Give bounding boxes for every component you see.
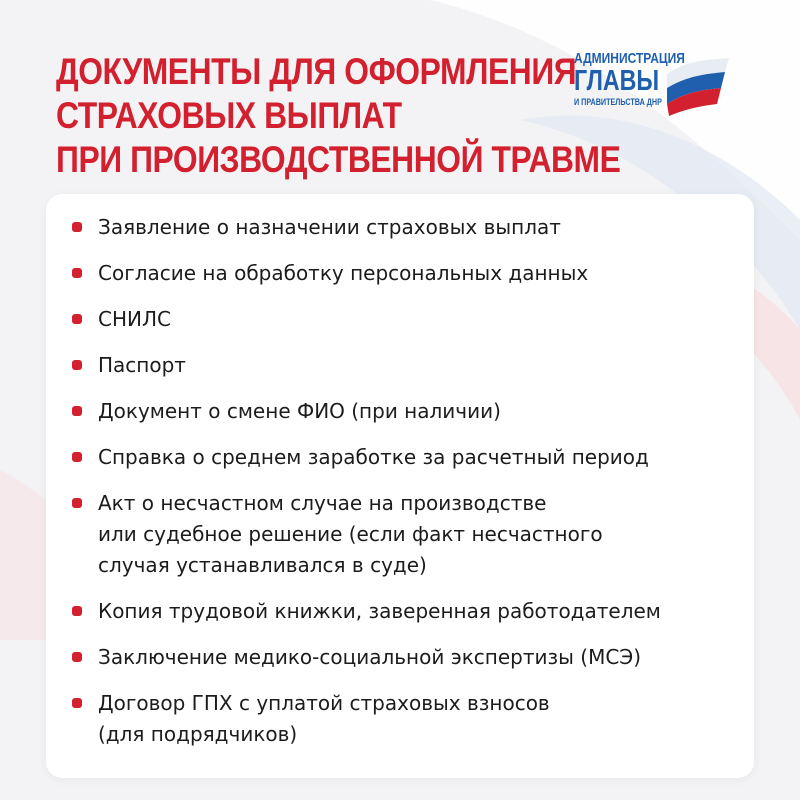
- documents-card: [46, 194, 754, 778]
- list-item-text: (для подрядчиков): [98, 722, 298, 746]
- bullet-icon: [72, 222, 82, 232]
- bullet-icon: [72, 314, 82, 324]
- list-item-text: Договор ГПХ с уплатой страховых взносов: [98, 691, 550, 715]
- bullet-icon: [72, 652, 82, 662]
- list-item: [46, 488, 754, 581]
- logo-line-3: И ПРАВИТЕЛЬСТВА ДНР: [574, 97, 662, 107]
- list-item: [46, 258, 754, 289]
- list-item-text: Заявление о назначении страховых выплат: [98, 215, 561, 239]
- logo-line-1: АДМИНИСТРАЦИЯ: [574, 50, 685, 67]
- list-item: [46, 642, 754, 673]
- list-item-text: Заключение медико-социальной экспертизы (МСЭ): [98, 645, 642, 669]
- list-item-text: Справка о среднем заработке за расчетный период: [98, 445, 649, 469]
- bullet-icon: [72, 452, 82, 462]
- list-item-text: случая устанавливался в суде): [98, 553, 427, 577]
- title-line-2: СТРАХОВЫХ ВЫПЛАТ: [56, 95, 402, 136]
- bullet-icon: [72, 268, 82, 278]
- documents-list: [46, 194, 754, 750]
- bullet-icon: [72, 406, 82, 416]
- bullet-icon: [72, 698, 82, 708]
- list-item: [46, 212, 754, 243]
- list-item-text: Документ о смене ФИО (при наличии): [98, 399, 501, 423]
- list-item-text: Согласие на обработку персональных данных: [98, 261, 589, 285]
- title-line-3: ПРИ ПРОИЗВОДСТВЕННОЙ ТРАВМЕ: [56, 139, 621, 180]
- logo-line-2: ГЛАВЫ: [574, 65, 660, 97]
- list-item: [46, 442, 754, 473]
- bullet-icon: [72, 498, 82, 508]
- list-item-text: Копия трудовой книжки, заверенная работодателем: [98, 599, 661, 623]
- list-item: [46, 596, 754, 627]
- bullet-icon: [72, 606, 82, 616]
- list-item-text: или судебное решение (если факт несчастного: [98, 522, 603, 546]
- list-item: [46, 396, 754, 427]
- list-item-text: Акт о несчастном случае на производстве: [98, 491, 547, 515]
- page-title: [56, 50, 620, 182]
- list-item: [46, 304, 754, 335]
- list-item: [46, 688, 754, 750]
- list-item: [46, 350, 754, 381]
- list-item-text: СНИЛС: [98, 307, 171, 331]
- title-line-1: ДОКУМЕНТЫ ДЛЯ ОФОРМЛЕНИЯ: [56, 51, 577, 92]
- list-item-text: Паспорт: [98, 353, 186, 377]
- administration-logo: [568, 50, 738, 120]
- logo-text: [574, 50, 685, 108]
- bullet-icon: [72, 360, 82, 370]
